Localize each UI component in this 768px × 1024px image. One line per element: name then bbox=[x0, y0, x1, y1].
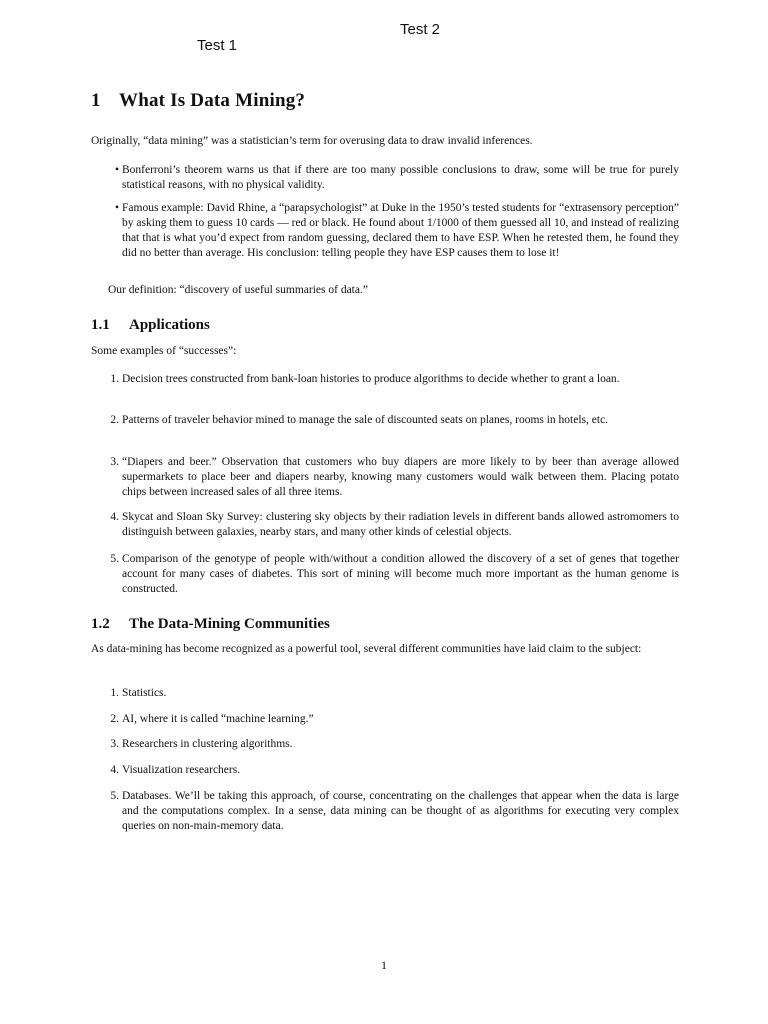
list-item-text: Patterns of traveler behavior mined to manage the sale of discounted seats on planes, rooms in hotels, etc. bbox=[122, 414, 609, 426]
list-item-text: Researchers in clustering algorithms. bbox=[122, 738, 293, 750]
section-1-heading bbox=[91, 90, 305, 112]
list-number: 2. bbox=[110, 713, 119, 725]
list-item bbox=[91, 455, 679, 500]
list-number: 5. bbox=[110, 553, 119, 565]
bullet-text: Famous example: David Rhine, a “parapsychologist” at Duke in the 1950’s tested students for “extrasensory perception” by asking them to guess 10 cards — red or black. He found about 1/1000 of them guessed all 10, and instead of realizing that that is what you’d expect from random guessing, declared them to have ESP. When he retested them, he found they did no better than average. His conclusion: telling people they have ESP causes them to lose it! bbox=[122, 202, 679, 259]
list-item-text: Visualization researchers. bbox=[122, 764, 241, 776]
list-item bbox=[91, 763, 679, 778]
definition-paragraph: Our definition: “discovery of useful summaries of data.” bbox=[108, 284, 368, 296]
list-number: 1. bbox=[110, 687, 119, 699]
section-1-2-heading bbox=[91, 616, 330, 633]
list-number: 5. bbox=[110, 790, 119, 802]
list-number: 3. bbox=[110, 738, 119, 750]
section-1-1-heading bbox=[91, 317, 210, 334]
list-item-text: Skycat and Sloan Sky Survey: clustering sky objects by their radiation levels in different bands allowed astromomers to distinguish between galaxies, nearby stars, and many other kinds of celestial objects. bbox=[122, 511, 679, 538]
list-item-text: AI, where it is called “machine learning.” bbox=[122, 713, 314, 725]
page-number: 1 bbox=[381, 958, 387, 972]
bullet-icon: • bbox=[114, 202, 119, 214]
list-item bbox=[91, 686, 679, 701]
bullet-text: Bonferroni’s theorem warns us that if there are too many possible conclusions to draw, some will be true for purely statistical reasons, with no physical validity. bbox=[122, 164, 679, 191]
subsection-title: The Data-Mining Communities bbox=[129, 616, 330, 632]
list-item bbox=[91, 372, 679, 387]
section-title: What Is Data Mining? bbox=[119, 90, 306, 111]
list-number: 2. bbox=[110, 414, 119, 426]
list-item bbox=[91, 789, 679, 834]
test2-label: Test 2 bbox=[400, 21, 441, 38]
list-item-text: Statistics. bbox=[122, 687, 167, 699]
section-1-1-intro: Some examples of “successes”: bbox=[91, 345, 237, 357]
list-item bbox=[91, 737, 679, 752]
test1-label: Test 1 bbox=[197, 37, 238, 54]
list-item-text: “Diapers and beer.” Observation that customers who buy diapers are more likely to by beer than average allowed supermarkets to place beer and diapers nearby, knowing many customers would walk between them. Placing potato chips between increased sales of all three items. bbox=[122, 456, 679, 498]
section-1-2-intro: As data-mining has become recognized as a powerful tool, several different communities have laid claim to the subject: bbox=[91, 643, 642, 655]
bullet-item bbox=[91, 163, 679, 193]
section-number: 1 bbox=[91, 90, 101, 111]
list-number: 4. bbox=[110, 764, 119, 776]
list-item bbox=[91, 712, 679, 727]
list-item bbox=[91, 552, 679, 597]
subsection-number: 1.2 bbox=[91, 616, 110, 632]
list-item bbox=[91, 510, 679, 540]
bullet-item bbox=[91, 201, 679, 261]
list-number: 1. bbox=[110, 373, 119, 385]
list-number: 4. bbox=[110, 511, 119, 523]
section-1-intro: Originally, “data mining” was a statistician’s term for overusing data to draw invalid inferences. bbox=[91, 135, 533, 147]
list-item-text: Databases. We’ll be taking this approach, of course, concentrating on the challenges that appear when the data is large and the computations complex. In a sense, data mining can be thought of as algorithms for executing very complex queries on non-main-memory data. bbox=[122, 790, 679, 832]
bullet-icon: • bbox=[114, 164, 119, 176]
list-item-text: Comparison of the genotype of people with/without a condition allowed the discovery of a set of genes that together account for many cases of diabetes. This sort of mining will become much more important as the human genome is constructed. bbox=[122, 553, 679, 595]
subsection-number: 1.1 bbox=[91, 317, 110, 333]
list-item bbox=[91, 413, 679, 428]
list-number: 3. bbox=[110, 456, 119, 468]
list-item-text: Decision trees constructed from bank-loan histories to produce algorithms to decide whether to grant a loan. bbox=[122, 373, 620, 385]
subsection-title: Applications bbox=[129, 317, 210, 333]
